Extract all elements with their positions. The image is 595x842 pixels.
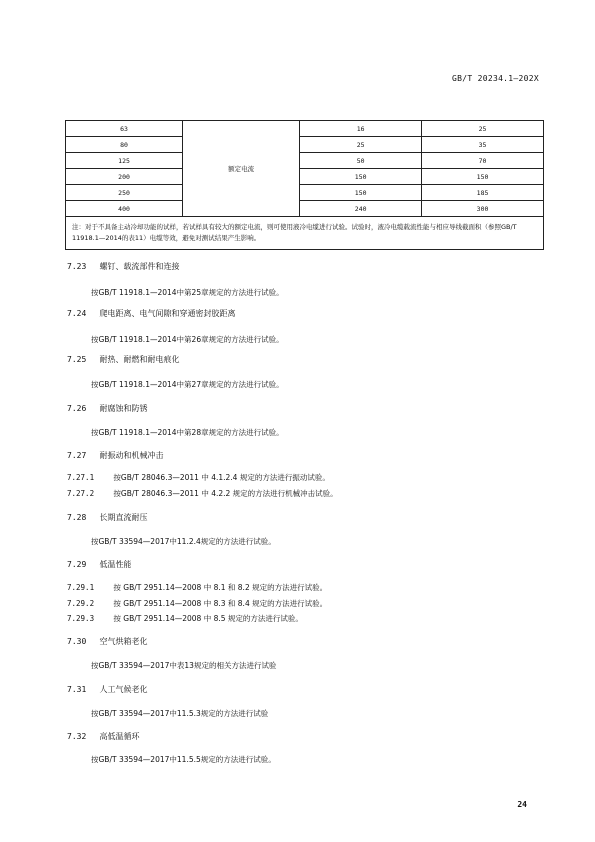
- section-text: 按GB/T 33594—2017中表13规定的相关方法进行试验: [91, 661, 277, 670]
- section-title: 空气烘箱老化: [99, 637, 148, 646]
- table-cell: 35: [422, 137, 544, 153]
- document-header: GB/T 20234.1—202X: [452, 74, 539, 83]
- table-cell: 70: [422, 153, 544, 169]
- section-text: 按GB/T 33594—2017中11.2.4规定的方法进行试验。: [91, 537, 276, 546]
- section-heading: [67, 354, 180, 365]
- section-text: 按GB/T 11918.1—2014中第28章规定的方法进行试验。: [91, 428, 284, 437]
- section-number: 7.27: [67, 451, 87, 460]
- subsection-number: 7.29.2: [67, 599, 95, 608]
- table-cell: 300: [422, 201, 544, 217]
- subsection-text: 按GB/T 28046.3—2011 中 4.2.2 规定的方法进行机械冲击试验。: [113, 489, 338, 498]
- table-cell: 250: [66, 185, 183, 201]
- table-cell: 63: [66, 121, 183, 137]
- subsection-text: 按GB/T 28046.3—2011 中 4.1.2.4 规定的方法进行振动试验。: [113, 473, 330, 482]
- section-heading: [67, 308, 236, 319]
- table-cell: 125: [66, 153, 183, 169]
- table-row: [66, 153, 544, 169]
- table-cell: 80: [66, 137, 183, 153]
- subsection-number: 7.27.1: [67, 473, 95, 482]
- subsection: [67, 598, 327, 609]
- section-number: 7.32: [67, 732, 87, 741]
- section-title: 耐腐蚀和防锈: [99, 404, 148, 413]
- section-title: 人工气候老化: [99, 685, 148, 694]
- subsection-text: 按 GB/T 2951.14—2008 中 8.5 规定的方法进行试验。: [113, 614, 303, 623]
- section-title: 低温性能: [99, 560, 132, 569]
- section-title: 高低温循环: [99, 732, 140, 741]
- section-number: 7.23: [67, 262, 87, 271]
- section-heading: [67, 450, 164, 461]
- section-heading: [67, 636, 148, 647]
- section-title: 螺钉、载流部件和连接: [99, 262, 180, 271]
- section-heading: [67, 559, 132, 570]
- subsection-number: 7.29.3: [67, 614, 95, 623]
- table-row: [66, 185, 544, 201]
- section-text: 按GB/T 11918.1—2014中第25章规定的方法进行试验。: [91, 288, 284, 297]
- section-text: 按GB/T 11918.1—2014中第27章规定的方法进行试验。: [91, 380, 284, 389]
- section-text: 按GB/T 33594—2017中11.5.5规定的方法进行试验。: [91, 755, 276, 764]
- table-row: [66, 121, 544, 137]
- subsection-number: 7.27.2: [67, 489, 95, 498]
- section-heading: [67, 512, 148, 523]
- table-cell: 150: [300, 169, 422, 185]
- table-cell: 400: [66, 201, 183, 217]
- table-row: [66, 201, 544, 217]
- table-cell: 25: [422, 121, 544, 137]
- page-number: 24: [517, 800, 527, 809]
- section-heading: [67, 403, 148, 414]
- section-heading: [67, 261, 180, 272]
- table-cell: 150: [422, 169, 544, 185]
- table-cell: 150: [300, 185, 422, 201]
- current-cable-table: [65, 120, 544, 250]
- section-number: 7.30: [67, 637, 87, 646]
- section-title: 长期直流耐压: [99, 513, 148, 522]
- subsection: [67, 613, 303, 624]
- subsection-text: 按 GB/T 2951.14—2008 中 8.1 和 8.2 规定的方法进行试验。: [113, 583, 328, 592]
- section-heading: [67, 684, 148, 695]
- table-note-row: [66, 217, 544, 250]
- subsection-text: 按 GB/T 2951.14—2008 中 8.3 和 8.4 规定的方法进行试验。: [113, 599, 328, 608]
- table-merged-cell: 额定电流: [183, 121, 300, 217]
- section-number: 7.28: [67, 513, 87, 522]
- section-text: 按GB/T 11918.1—2014中第26章规定的方法进行试验。: [91, 335, 284, 344]
- section-title: 耐热、耐燃和耐电痕化: [99, 355, 180, 364]
- table-cell: 200: [66, 169, 183, 185]
- subsection-number: 7.29.1: [67, 583, 95, 592]
- subsection: [67, 472, 330, 483]
- section-number: 7.31: [67, 685, 87, 694]
- table-cell: 16: [300, 121, 422, 137]
- section-text: 按GB/T 33594—2017中11.5.3规定的方法进行试验: [91, 709, 269, 718]
- subsection: [67, 488, 338, 499]
- table-cell: 240: [300, 201, 422, 217]
- subsection: [67, 582, 327, 593]
- section-title: 爬电距离、电气间隙和穿通密封胶距离: [99, 309, 236, 318]
- section-number: 7.24: [67, 309, 87, 318]
- table-note: 注：对于不具备主动冷却功能的试样，若试样具有较大的额定电流，则可使用液冷电缆进行试验。试验时，液冷电缆载流性能与相应导线截面积（参照GB/T 11918.1—2014的表11）电缆等效，避免对测试结果产生影响。: [66, 217, 544, 250]
- table-cell: 185: [422, 185, 544, 201]
- table-row: [66, 137, 544, 153]
- table-row: [66, 169, 544, 185]
- section-heading: [67, 731, 140, 742]
- section-number: 7.25: [67, 355, 87, 364]
- section-title: 耐振动和机械冲击: [99, 451, 164, 460]
- table-cell: 50: [300, 153, 422, 169]
- section-number: 7.26: [67, 404, 87, 413]
- table-cell: 25: [300, 137, 422, 153]
- section-number: 7.29: [67, 560, 87, 569]
